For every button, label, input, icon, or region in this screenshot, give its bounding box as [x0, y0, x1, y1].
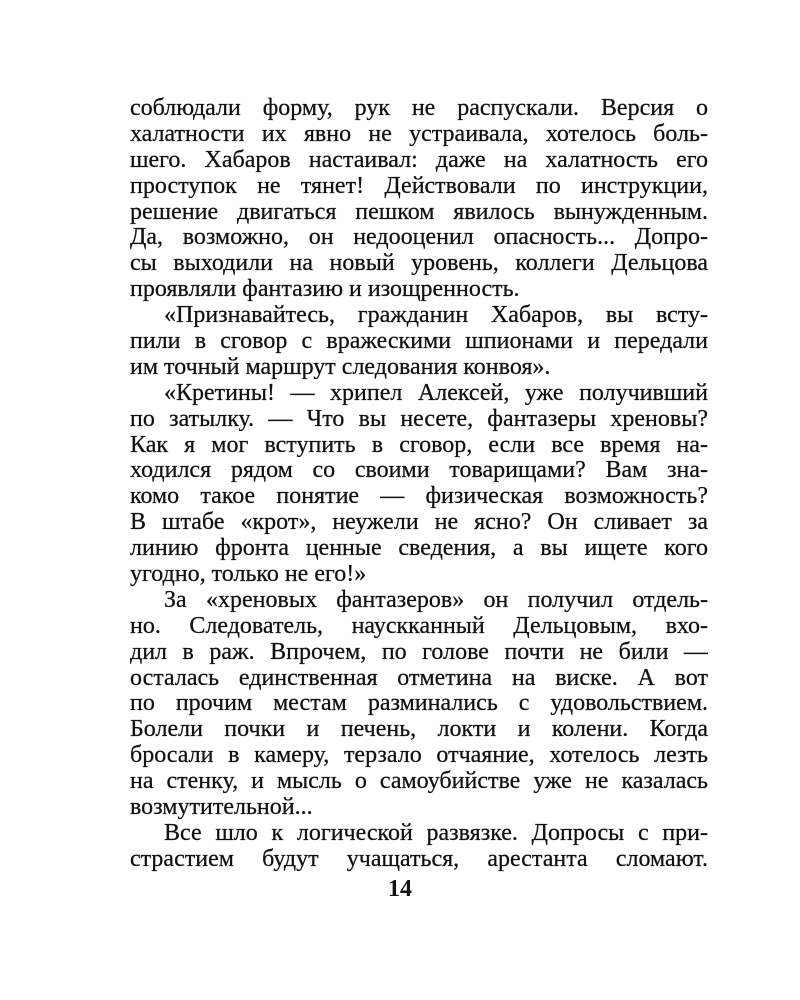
- text-line: по прочим местам разминались с удовольствием.: [130, 691, 708, 717]
- text-line: За «хреновых фантазеров» он получил отдель-: [164, 587, 708, 613]
- text-line: Да, возможно, он недооценил опасность... Допро-: [130, 225, 708, 251]
- page-number: 14: [388, 876, 412, 902]
- text-line: им точный маршрут следования конвоя».: [130, 354, 551, 380]
- text-line: по затылку. — Что вы несете, фантазеры хреновы?: [130, 406, 708, 432]
- text-line: но. Следователь, наускканный Дельцовым, вхо-: [130, 613, 708, 639]
- text-line: возмутительной...: [130, 795, 313, 821]
- page-text: [130, 96, 708, 873]
- text-line: страстием будут учащаться, арестанта сломают.: [130, 846, 708, 872]
- text-line: решение двигаться пешком явилось вынужденным.: [130, 199, 708, 225]
- text-line: В штабе «крот», неужели не ясно? Он сливает за: [130, 510, 708, 536]
- text-line: Все шло к логической развязке. Допросы с при-: [164, 820, 708, 846]
- text-line: соблюдали форму, рук не распускали. Версия о: [130, 96, 708, 121]
- text-line: дил в раж. Впрочем, по голове почти не били —: [130, 639, 708, 665]
- text-line: линию фронта ценные сведения, а вы ищете кого: [130, 536, 708, 562]
- text-line: Как я мог вступить в сговор, если все время на-: [130, 432, 708, 458]
- text-line: пили в сговор с вражескими шпионами и передали: [130, 329, 708, 355]
- text-line: угодно, только не его!»: [130, 562, 367, 588]
- text-line: «Кретины! — хрипел Алексей, уже получивший: [164, 380, 708, 406]
- text-line: «Признавайтесь, гражданин Хабаров, вы всту-: [164, 303, 708, 329]
- text-line: Болели почки и печень, локти и колени. Когда: [130, 717, 708, 743]
- text-line: на стенку, и мысль о самоубийстве уже не казалась: [130, 769, 708, 795]
- text-line: комо такое понятие — физическая возможность?: [130, 484, 708, 510]
- text-line: халатности их явно не устраивала, хотелось боль-: [130, 121, 708, 147]
- text-line: ходился рядом со своими товарищами? Вам зна-: [130, 458, 708, 484]
- text-line: проступок не тянет! Действовали по инструкции,: [130, 173, 708, 199]
- text-line: осталась единственная отметина на виске. А вот: [130, 665, 708, 691]
- text-line: бросали в камеру, терзало отчаяние, хотелось лезть: [130, 743, 708, 769]
- text-line: проявляли фантазию и изощренность.: [130, 277, 520, 303]
- text-line: шего. Хабаров настаивал: даже на халатность его: [130, 147, 708, 173]
- text-line: сы выходили на новый уровень, коллеги Дельцова: [130, 251, 708, 277]
